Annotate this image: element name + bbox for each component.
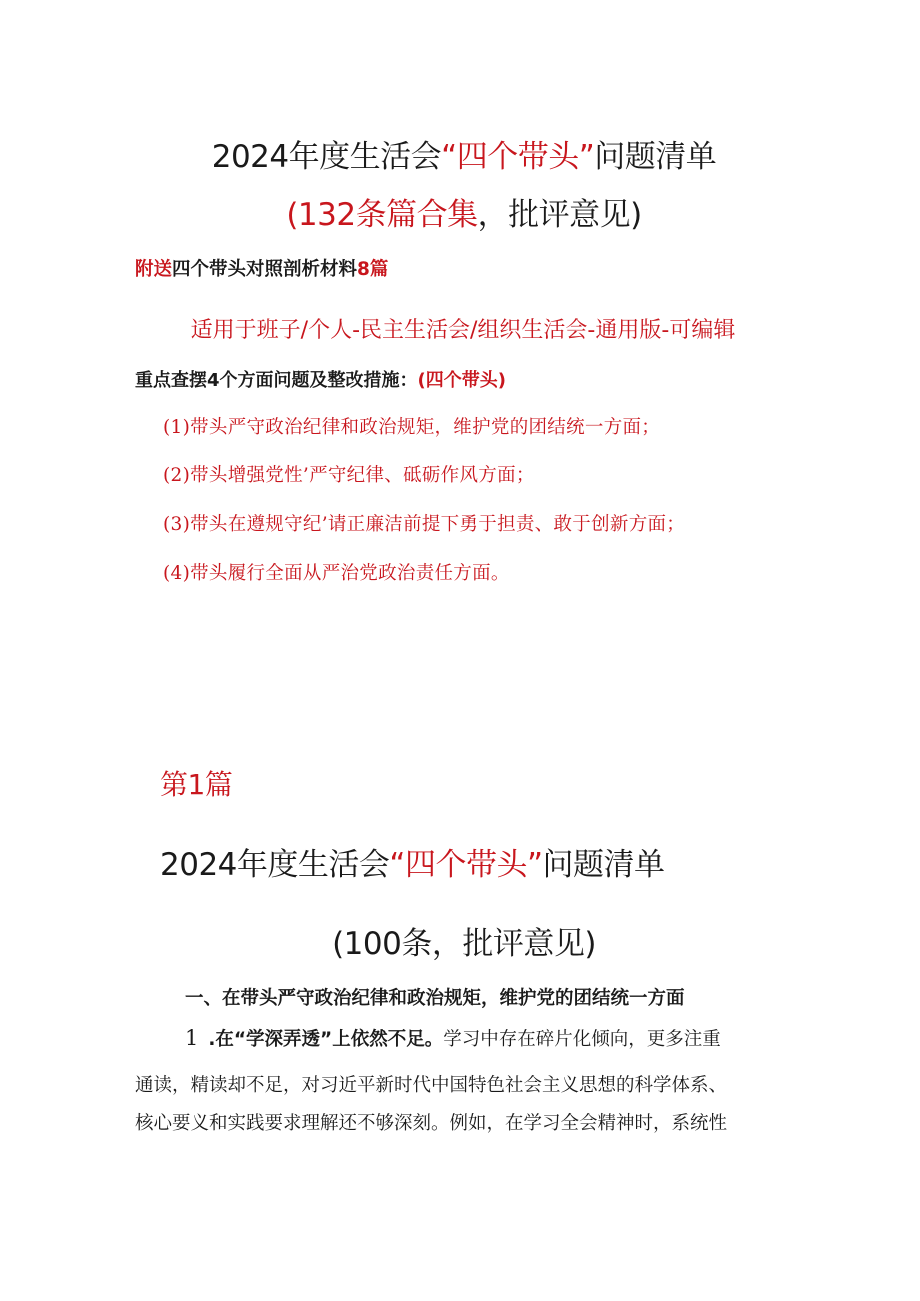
focus-point-4: (4)带头履行全面从严治党政治责任方面。 [163,563,510,584]
focus-line [135,366,506,392]
title-suffix: 问题清单 [594,139,717,175]
chapter-title-suffix: 问题清单 [542,847,665,883]
focus-text: 重点查摆4个方面问题及整改措施： [135,370,418,391]
bonus-note [135,255,388,281]
chapter-title-prefix: 2024年度生活会 [160,847,390,883]
item-lead: .在“学深弄透”上依然不足。 [208,1029,444,1050]
bonus-count: 8篇 [357,259,389,280]
section-heading: 一、在带头严守政治纪律和政治规矩，维护党的团结统一方面 [185,988,685,1009]
subtitle-highlight: (132条篇合集 [286,197,478,233]
focus-point-3: (3)带头在遵规守纪’请正廉洁前提下勇于担责、敢于创新方面； [163,514,686,535]
chapter-label: 第1篇 [160,768,233,801]
body-line-2: 通读，精读却不足，对习近平新时代中国特色社会主义思想的科学体系、 [135,1075,728,1096]
focus-point-2: (2)带头增强党性’严守纪律、砥砺作风方面； [163,465,535,486]
body-line-1-text: 学习中存在碎片化倾向，更多注重 [443,1029,721,1050]
bonus-label: 附送 [135,259,173,280]
focus-point-1: (1)带头严守政治纪律和政治规矩，维护党的团结统一方面； [163,417,661,438]
page-title [0,131,920,176]
page-subtitle [0,189,920,234]
bonus-text: 四个带头对照剖析材料 [172,259,358,280]
scope-line: 适用于班子/个人-民主生活会/组织生活会-通用版-可编辑 [190,318,736,343]
title-prefix: 2024年度生活会 [211,139,442,175]
subtitle-suffix: ，批评意见) [477,197,642,233]
item-number: 1 [185,1026,199,1050]
body-line-1 [185,1028,721,1050]
chapter-title-highlight: “四个带头” [389,847,543,883]
body-line-3: 核心要义和实践要求理解还不够深刻。例如，在学习全会精神时，系统性 [135,1113,728,1134]
chapter-title [160,839,665,884]
chapter-subtitle: (100条，批评意见) [332,926,596,962]
focus-highlight: (四个带头) [417,370,506,391]
title-highlight: “四个带头” [441,139,595,175]
